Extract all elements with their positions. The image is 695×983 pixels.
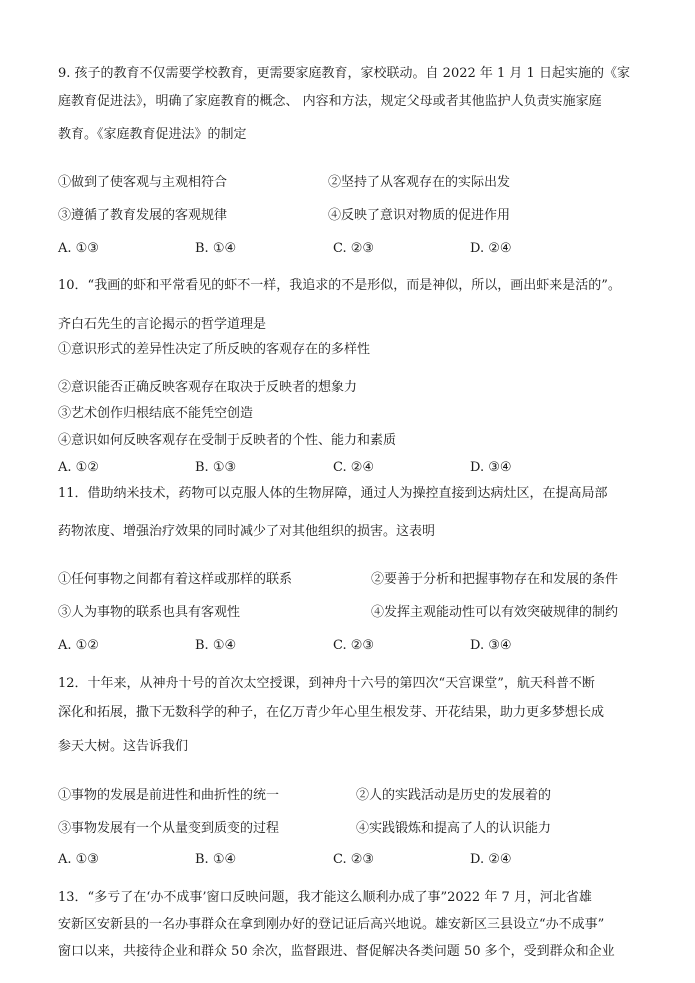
q9-stem-line-1: 9. 孩子的教育不仅需要学校教育，更需要家庭教育，家校联动。自 2022 年 1 月 1 日起实施的《家 bbox=[58, 66, 630, 81]
q10-stem-line-1: 10．“我画的虾和平常看见的虾不一样，我追求的不是形似，而是神似，所以，画出虾来是活的”。 bbox=[58, 278, 621, 293]
q11-choice-d[interactable]: D. ③④ bbox=[470, 638, 512, 653]
q11-choice-c[interactable]: C. ②③ bbox=[333, 638, 375, 653]
q12-stem-line-3: 参天大树。这告诉我们 bbox=[58, 739, 189, 754]
q10-statement-3: ③艺术创作归根结底不能凭空创造 bbox=[58, 406, 254, 421]
q10-statement-2: ②意识能否正确反映客观存在取决于反映者的想象力 bbox=[58, 380, 358, 395]
q9-statement-4: ④反映了意识对物质的促进作用 bbox=[328, 208, 511, 223]
q9-choices bbox=[58, 240, 658, 258]
q10-stem-line-2: 齐白石先生的言论揭示的哲学道理是 bbox=[58, 317, 267, 332]
q9-stem-line-2: 庭教育促进法》，明确了家庭教育的概念、 内容和方法，规定父母或者其他监护人负责实施家庭 bbox=[58, 94, 602, 109]
q12-choice-b[interactable]: B. ①④ bbox=[195, 852, 237, 867]
q9-choice-c[interactable]: C. ②③ bbox=[333, 241, 375, 256]
q11-statement-1: ①任何事物之间都有着这样或那样的联系 bbox=[58, 572, 293, 587]
q12-choice-c[interactable]: C. ②③ bbox=[333, 852, 375, 867]
q12-statement-1: ①事物的发展是前进性和曲折性的统一 bbox=[58, 788, 280, 803]
q12-statements-row-2 bbox=[58, 820, 658, 838]
q12-stem-line-1: 12．十年来，从神舟十号的首次太空授课，到神舟十六号的第四次“天宫课堂”，航天科普不断 bbox=[58, 676, 595, 691]
q13-stem-line-3: 窗口以来，共接待企业和群众 50 余次，监督跟进、督促解决各类问题 50 多个，受到群众和企业 bbox=[58, 944, 615, 959]
q10-choice-d[interactable]: D. ③④ bbox=[470, 460, 512, 475]
q13-stem-line-1: 13．“多亏了在‘办不成事’窗口反映问题，我才能这么顺利办成了事”2022 年 7 月，河北省雄 bbox=[58, 890, 592, 905]
q11-statements-row-2 bbox=[58, 604, 658, 622]
q10-choice-b[interactable]: B. ①③ bbox=[195, 460, 237, 475]
q12-statement-2: ②人的实践活动是历史的发展着的 bbox=[356, 788, 552, 803]
q13-stem-line-2: 安新区安新县的一名办事群众在拿到刚办好的登记证后高兴地说。雄安新区三县设立“办不成事” bbox=[58, 917, 605, 932]
q9-statements-row-1 bbox=[58, 174, 658, 192]
q12-statement-4: ④实践锻炼和提高了人的认识能力 bbox=[356, 821, 552, 836]
q10-choice-a[interactable]: A. ①② bbox=[58, 460, 99, 475]
q9-choice-b[interactable]: B. ①④ bbox=[195, 241, 237, 256]
q9-statement-1: ①做到了使客观与主观相符合 bbox=[58, 175, 228, 190]
q11-statement-2: ②要善于分析和把握事物存在和发展的条件 bbox=[371, 572, 619, 587]
q10-choices bbox=[58, 459, 658, 477]
q9-choice-d[interactable]: D. ②④ bbox=[470, 241, 512, 256]
q12-choice-d[interactable]: D. ②④ bbox=[470, 852, 512, 867]
q12-choice-a[interactable]: A. ①③ bbox=[58, 852, 99, 867]
q10-statement-4: ④意识如何反映客观存在受制于反映者的个性、能力和素质 bbox=[58, 433, 397, 448]
q10-statement-1: ①意识形式的差异性决定了所反映的客观存在的多样性 bbox=[58, 342, 371, 357]
q11-statements-row-1 bbox=[58, 571, 658, 589]
q9-choice-a[interactable]: A. ①③ bbox=[58, 241, 99, 256]
q11-choices bbox=[58, 637, 658, 655]
q12-choices bbox=[58, 851, 658, 869]
q11-statement-4: ④发挥主观能动性可以有效突破规律的制约 bbox=[371, 605, 619, 620]
q11-statement-3: ③人为事物的联系也具有客观性 bbox=[58, 605, 241, 620]
q9-stem-line-3: 教育。《家庭教育促进法》的制定 bbox=[58, 127, 247, 142]
q11-stem-line-1: 11．借助纳米技术，药物可以克服人体的生物屏障，通过人为操控直接到达病灶区，在提高局部 bbox=[58, 486, 608, 501]
q9-statement-2: ②坚持了从客观存在的实际出发 bbox=[328, 175, 511, 190]
q10-choice-c[interactable]: C. ②④ bbox=[333, 460, 375, 475]
q11-stem-line-2: 药物浓度、增强治疗效果的同时减少了对其他组织的损害。这表明 bbox=[58, 524, 436, 539]
q9-statements-row-2 bbox=[58, 207, 658, 225]
q12-stem-line-2: 深化和拓展，撒下无数科学的种子，在亿万青少年心里生根发芽、开花结果，助力更多梦想长成 bbox=[58, 705, 605, 720]
q12-statement-3: ③事物发展有一个从量变到质变的过程 bbox=[58, 821, 280, 836]
q9-statement-3: ③遵循了教育发展的客观规律 bbox=[58, 208, 228, 223]
q12-statements-row-1 bbox=[58, 787, 658, 805]
q11-choice-a[interactable]: A. ①② bbox=[58, 638, 99, 653]
q11-choice-b[interactable]: B. ①④ bbox=[195, 638, 237, 653]
